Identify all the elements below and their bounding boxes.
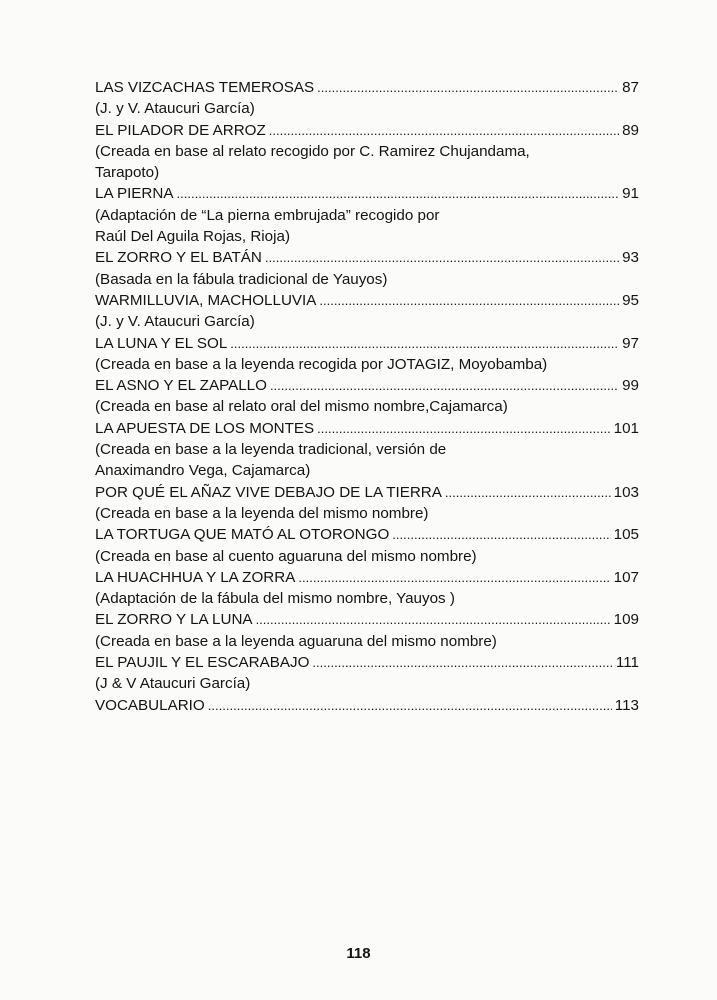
toc-entry-page: 107 — [613, 568, 639, 586]
toc-entry — [95, 183, 639, 204]
toc-entry — [95, 418, 639, 439]
toc-entry-note: Raúl Del Aguila Rojas, Rioja) — [95, 228, 290, 246]
toc-entry-page: 99 — [622, 377, 639, 395]
toc-entry-title: WARMILLUVIA, MACHOLLUVIA — [95, 291, 317, 309]
toc-entry-page: 97 — [622, 334, 639, 352]
toc-entry-title: LA PIERNA — [95, 185, 174, 203]
toc-entry-note: (Adaptación de la fábula del mismo nombre, Yauyos ) — [95, 590, 455, 608]
toc-entry-title: EL PILADOR DE ARROZ — [95, 121, 266, 139]
toc-entry-title: EL ZORRO Y EL BATÁN — [95, 249, 262, 267]
toc-entry-page: 87 — [622, 79, 639, 96]
toc-entry-page: 89 — [622, 121, 639, 139]
toc-entry-title: POR QUÉ EL AÑAZ VIVE DEBAJO DE LA TIERRA — [95, 483, 442, 501]
toc-entry-page: 103 — [613, 483, 639, 501]
toc-entry — [95, 567, 639, 588]
toc-entry-note: (Creada en base al cuento aguaruna del mismo nombre) — [95, 547, 477, 565]
toc-entry-title: VOCABULARIO — [95, 696, 205, 714]
toc-entry-page: 109 — [613, 611, 639, 629]
toc-entry — [95, 482, 639, 503]
toc-entry — [95, 695, 639, 716]
toc-entry-page: 93 — [622, 249, 639, 267]
dot-leader — [319, 290, 619, 311]
toc-entry — [95, 375, 639, 396]
dot-leader — [208, 695, 612, 716]
toc-entry-note: (Creada en base a la leyenda tradicional, versión de — [95, 441, 447, 459]
dot-leader — [265, 247, 619, 268]
toc-entry-page: 113 — [614, 696, 639, 714]
toc-entry-note: (Adaptación de “La pierna embrujada” recogido por — [95, 206, 440, 224]
toc-entry — [95, 609, 639, 630]
dot-leader — [445, 482, 611, 503]
toc-entry-title: LA HUACHHUA Y LA ZORRA — [95, 568, 296, 586]
toc-entry — [95, 290, 639, 311]
dot-leader — [256, 609, 611, 630]
dot-leader — [230, 333, 619, 354]
toc-entry-title: EL PAUJIL Y EL ESCARABAJO — [95, 654, 310, 672]
dot-leader — [317, 77, 619, 98]
dot-leader — [177, 183, 620, 204]
table-of-contents — [95, 77, 639, 716]
dot-leader — [312, 652, 613, 673]
toc-entry — [95, 120, 639, 141]
toc-entry-title: LA LUNA Y EL SOL — [95, 334, 228, 352]
toc-entry-note: Anaximandro Vega, Cajamarca) — [95, 462, 311, 480]
toc-entry-title: LA APUESTA DE LOS MONTES — [95, 419, 315, 437]
dot-leader — [269, 120, 619, 141]
toc-entry-page: 101 — [613, 419, 639, 437]
toc-entry-title: LAS VIZCACHAS TEMEROSAS — [95, 79, 315, 96]
toc-entry-page: 105 — [613, 526, 639, 544]
dot-leader — [392, 524, 610, 545]
toc-entry-page: 95 — [622, 291, 639, 309]
toc-entry-title: LA TORTUGA QUE MATÓ AL OTORONGO — [95, 526, 390, 544]
toc-entry-note: (Basada en la fábula tradicional de Yauyos) — [95, 270, 388, 288]
toc-entry-note: Tarapoto) — [95, 164, 160, 182]
toc-entry — [95, 333, 639, 354]
dot-leader — [317, 418, 610, 439]
toc-entry-note: (Creada en base a la leyenda del mismo nombre) — [95, 504, 429, 522]
toc-entry-note: (J. y V. Atauc​uri García) — [95, 100, 255, 118]
toc-entry-note: (Creada en base al relato oral del mismo nombre,Cajamarca) — [95, 398, 508, 416]
toc-entry-title: EL ASNO Y EL ZAPALLO — [95, 377, 267, 395]
toc-entry-note: (Creada en base al relato recogido por C. Ramirez Chujandama, — [95, 142, 530, 160]
toc-entry-title: EL ZORRO Y LA LUNA — [95, 611, 253, 629]
toc-entry — [95, 524, 639, 545]
toc-entry-page: 91 — [622, 185, 639, 203]
toc-entry-note: (J & V Atauc​uri García) — [95, 675, 251, 693]
toc-entry — [95, 77, 639, 98]
toc-entry — [95, 652, 639, 673]
toc-entry-note: (Creada en base a la leyenda aguaruna del mismo nombre) — [95, 632, 497, 650]
page-number: 118 — [346, 945, 371, 962]
dot-leader — [298, 567, 610, 588]
toc-entry-note: (J. y V. Atauc​uri García) — [95, 313, 255, 331]
toc-entry — [95, 247, 639, 268]
toc-entry-note: (Creada en base a la leyenda recogida por JOTAGIZ, Moyobamba) — [95, 355, 548, 373]
dot-leader — [270, 375, 619, 396]
toc-entry-page: 111 — [615, 654, 639, 672]
